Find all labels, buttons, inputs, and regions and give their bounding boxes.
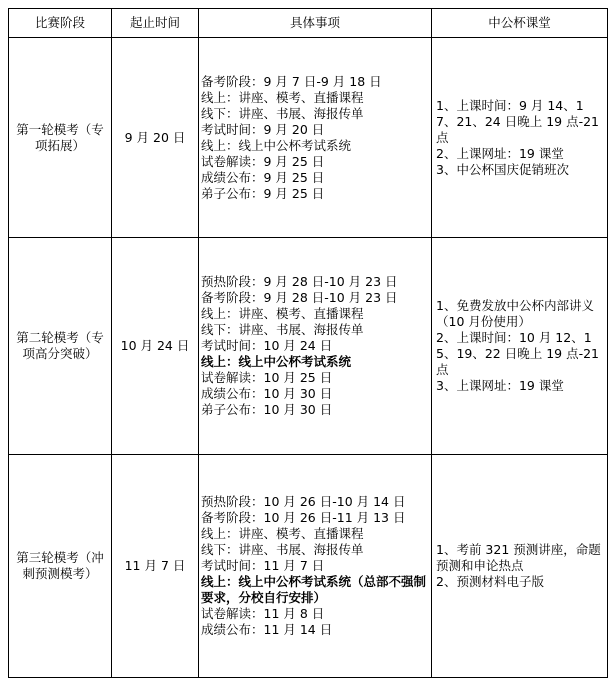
date-cell: 10 月 24 日: [112, 238, 199, 455]
header-date: 起止时间: [112, 9, 199, 38]
header-items: 具体事项: [199, 9, 432, 38]
items-cell: [199, 38, 432, 238]
table-row: [9, 455, 608, 678]
item-line-bold: 线上：线上中公杯考试系统（总部不强制要求，分校自行安排）: [201, 574, 427, 605]
class-cell: [432, 38, 608, 238]
class-note: 1、考前 321 预测讲座，命题预测和申论热点: [436, 542, 601, 573]
item-line: 线下：讲座、书展、海报传单: [201, 105, 364, 121]
table-row: [9, 238, 608, 455]
item-line: 线下：讲座、书展、海报传单: [201, 542, 364, 557]
class-note: 1、上课时间：9 月 14、17、21、24 日晚上 19 点-21 点: [436, 97, 600, 145]
header-class: 中公杯课堂: [432, 9, 608, 38]
item-line: 试卷解读：9 月 25 日: [201, 153, 325, 169]
class-note: 1、免费发放中公杯内部讲义（10 月份使用）: [436, 298, 594, 329]
item-line: 试卷解读：11 月 8 日: [201, 606, 325, 621]
item-line: 预热阶段：9 月 28 日-10 月 23 日: [201, 274, 398, 289]
items-cell: [199, 455, 432, 678]
item-line: 线下：讲座、书展、海报传单: [201, 322, 364, 337]
competition-schedule-table: [8, 8, 608, 678]
class-note: 3、中公杯国庆促销班次: [436, 161, 569, 177]
class-note: 2、上课网址：19 课堂: [436, 145, 564, 161]
date-cell: 9 月 20 日: [112, 38, 199, 238]
class-note: 3、上课网址：19 课堂: [436, 378, 564, 393]
header-stage: 比赛阶段: [9, 9, 112, 38]
class-cell: [432, 238, 608, 455]
item-line: 弟子公布：9 月 25 日: [201, 185, 325, 201]
item-line: 线上：讲座、模考、直播课程: [201, 526, 364, 541]
item-line: 成绩公布：10 月 30 日: [201, 386, 333, 401]
item-line: 考试时间：10 月 24 日: [201, 338, 333, 353]
class-note: 2、预测材料电子版: [436, 574, 544, 589]
class-note: 2、上课时间：10 月 12、15、19、22 日晚上 19 点-21 点: [436, 330, 600, 377]
item-line: 线上：讲座、模考、直播课程: [201, 306, 364, 321]
item-line: 线上：讲座、模考、直播课程: [201, 89, 364, 105]
stage-cell: 第三轮模考（冲刺预测模考）: [9, 455, 112, 678]
table-row: [9, 38, 608, 238]
item-line: 试卷解读：10 月 25 日: [201, 370, 333, 385]
item-line-bold: 线上：线上中公杯考试系统: [201, 354, 352, 369]
items-cell: [199, 238, 432, 455]
date-cell: 11 月 7 日: [112, 455, 199, 678]
class-cell: [432, 455, 608, 678]
item-line: 预热阶段：10 月 26 日-10 月 14 日: [201, 494, 406, 509]
item-line: 弟子公布：10 月 30 日: [201, 402, 333, 417]
header-row: [9, 9, 608, 38]
stage-cell: 第一轮模考（专项拓展）: [9, 38, 112, 238]
item-line: 备考阶段：9 月 7 日-9 月 18 日: [201, 73, 382, 89]
item-line: 成绩公布：9 月 25 日: [201, 169, 325, 185]
stage-cell: 第二轮模考（专项高分突破）: [9, 238, 112, 455]
item-line: 备考阶段：9 月 28 日-10 月 23 日: [201, 290, 398, 305]
item-line: 考试时间：9 月 20 日: [201, 121, 325, 137]
item-line: 备考阶段：10 月 26 日-11 月 13 日: [201, 510, 406, 525]
item-line: 考试时间：11 月 7 日: [201, 558, 325, 573]
item-line: 线上：线上中公杯考试系统: [201, 137, 352, 153]
item-line: 成绩公布：11 月 14 日: [201, 622, 333, 637]
